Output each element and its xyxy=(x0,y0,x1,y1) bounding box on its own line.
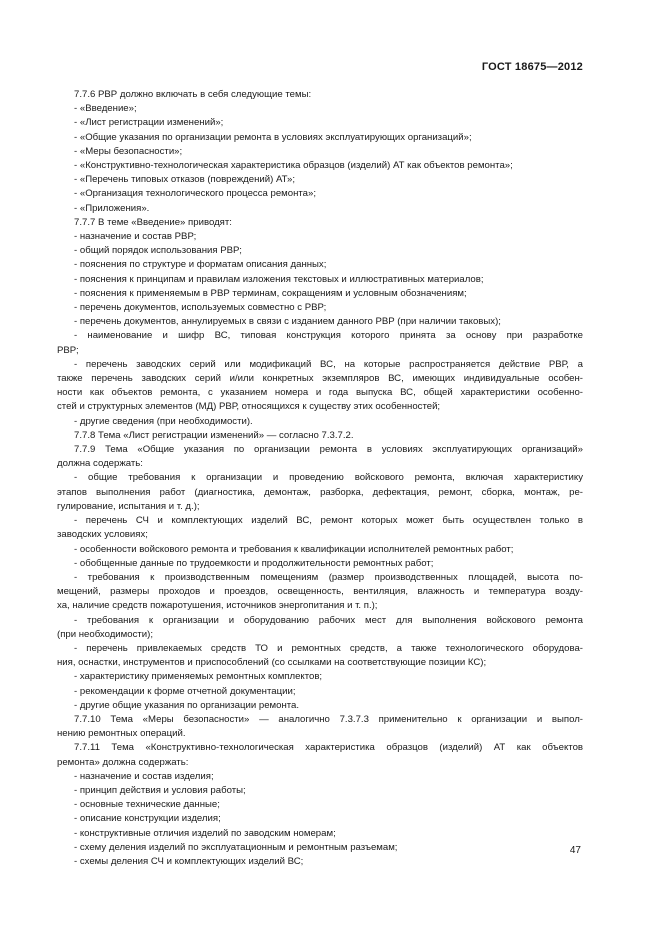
text-line: - особенности войскового ремонта и требования к квалификации исполнителей ремонтных работ; xyxy=(74,543,514,555)
text-line: - пояснения к принципам и правилам изложения текстовых и иллюстративных материалов; xyxy=(74,273,484,285)
text-line: - наименование и шифр ВС, типовая конструкция которого принята за основу при разработке xyxy=(74,330,583,342)
text-line: заводских условиях; xyxy=(57,529,148,541)
text-line: - описание конструкции изделия; xyxy=(74,813,221,825)
text-line: - рекомендации к форме отчетной документации; xyxy=(74,685,296,697)
text-line: - характеристику применяемых ремонтных комплектов; xyxy=(74,671,323,683)
text-line: 7.7.10 Тема «Меры безопасности» — аналогично 7.3.7.3 применительно к организации и выпол- xyxy=(74,713,583,725)
text-line: - обобщенные данные по трудоемкости и продолжительности ремонтных работ; xyxy=(74,557,434,569)
text-line: стей и структурных элементов (МД) РВР, относящихся к существу этих особенностей; xyxy=(57,401,441,413)
text-line: - перечень документов, используемых совместно с РВР; xyxy=(74,302,327,314)
text-line: 7.7.6 РВР должно включать в себя следующие темы: xyxy=(74,89,312,100)
text-line: 7.7.7 В теме «Введение» приводят: xyxy=(74,216,232,228)
text-line: ха, наличие средств пожаротушения, источников энергопитания и т. п.); xyxy=(57,600,378,612)
text-line: - принцип действия и условия работы; xyxy=(74,784,246,796)
text-line: - общие требования к организации и проведению войскового ремонта, включая характеристику xyxy=(74,472,583,484)
document-header: ГОСТ 18675—2012 xyxy=(481,61,583,73)
text-line: нению ремонтных операций. xyxy=(57,728,186,740)
text-line: ности как объектов ремонта, с указанием номера и года выпуска ВС, общей характеристики особенно- xyxy=(57,387,583,399)
text-line: - схему деления изделий по эксплуатационным и ремонтным разъемам; xyxy=(74,841,398,853)
text-line: - перечень документов, аннулируемых в связи с изданием данного РВР (при наличии таковых); xyxy=(74,316,501,328)
text-line: - пояснения к применяемым в РВР терминам, сокращениям и условным обозначениям; xyxy=(74,287,467,299)
text-line: - «Организация технологического процесса ремонта»; xyxy=(74,188,317,200)
text-line: - назначение и состав изделия; xyxy=(74,770,214,782)
text-line: - «Приложения». xyxy=(74,202,150,214)
text-line: (при необходимости); xyxy=(57,628,154,640)
text-line: 7.7.9 Тема «Общие указания по организации ремонта в условиях эксплуатирующих организаций» xyxy=(74,444,583,456)
text-line: - основные технические данные; xyxy=(74,799,220,811)
text-line: - общий порядок использования РВР; xyxy=(74,245,242,257)
document-body xyxy=(57,88,583,869)
text-line: - перечень СЧ и комплектующих изделий ВС, ремонт которых может быть осуществлен только в xyxy=(74,515,583,527)
text-line: гулирование, испытания и т. д.); xyxy=(57,500,200,512)
text-line: 7.7.11 Тема «Конструктивно-технологическая характеристика образцов (изделий) АТ как объектов xyxy=(74,742,583,754)
text-line: - конструктивные отличия изделий по заводским номерам; xyxy=(74,827,336,839)
text-line: - пояснения по структуре и форматам описания данных; xyxy=(74,259,327,271)
text-line: этапов выполнения работ (диагностика, демонтаж, разборка, дефектация, ремонт, сборка, монтаж, ре- xyxy=(57,486,583,498)
text-line: ремонта» должна содержать: xyxy=(57,756,189,768)
text-line: - «Общие указания по организации ремонта в условиях эксплуатирующих организаций»; xyxy=(74,131,472,143)
text-line: РВР; xyxy=(57,344,79,356)
text-line: - другие сведения (при необходимости). xyxy=(74,415,253,427)
text-line: - назначение и состав РВР; xyxy=(74,231,197,243)
text-line: должна содержать: xyxy=(57,458,143,470)
text-line: - «Введение»; xyxy=(74,103,137,115)
text-line: - «Лист регистрации изменений»; xyxy=(74,117,224,129)
text-line: - перечень привлекаемых средств ТО и ремонтных средств, а также технологического оборудова- xyxy=(74,642,583,654)
text-line: - требования к организации и оборудованию рабочих мест для выполнения войскового ремонта xyxy=(74,614,583,626)
text-line: - «Конструктивно-технологическая характеристика образцов (изделий) АТ как объектов ремонта»; xyxy=(74,160,513,172)
text-line: ния, оснастки, инструментов и приспособлений (со ссылками на соответствующие позиции КС); xyxy=(57,657,487,669)
text-line: - «Меры безопасности»; xyxy=(74,145,183,157)
text-line: - другие общие указания по организации ремонта. xyxy=(74,699,300,711)
text-line: - перечень заводских серий или модификаций ВС, на которые распространяется действие РВР, а xyxy=(74,358,583,370)
text-line: мещений, размеры проходов и проездов, освещенность, вентиляция, влажность и температура возду- xyxy=(57,586,583,598)
text-line: - «Перечень типовых отказов (повреждений) АТ»; xyxy=(74,174,296,186)
text-line: также перечень заводских серий и/или конкретных экземпляров ВС, имеющих индивидуальные особен- xyxy=(57,373,583,385)
text-line: - требования к производственным помещениям (размер производственных площадей, высота по- xyxy=(74,571,583,583)
page-number: 47 xyxy=(569,845,581,856)
text-line: 7.7.8 Тема «Лист регистрации изменений» — согласно 7.3.7.2. xyxy=(74,429,354,441)
text-line: - схемы деления СЧ и комплектующих изделий ВС; xyxy=(74,855,304,867)
